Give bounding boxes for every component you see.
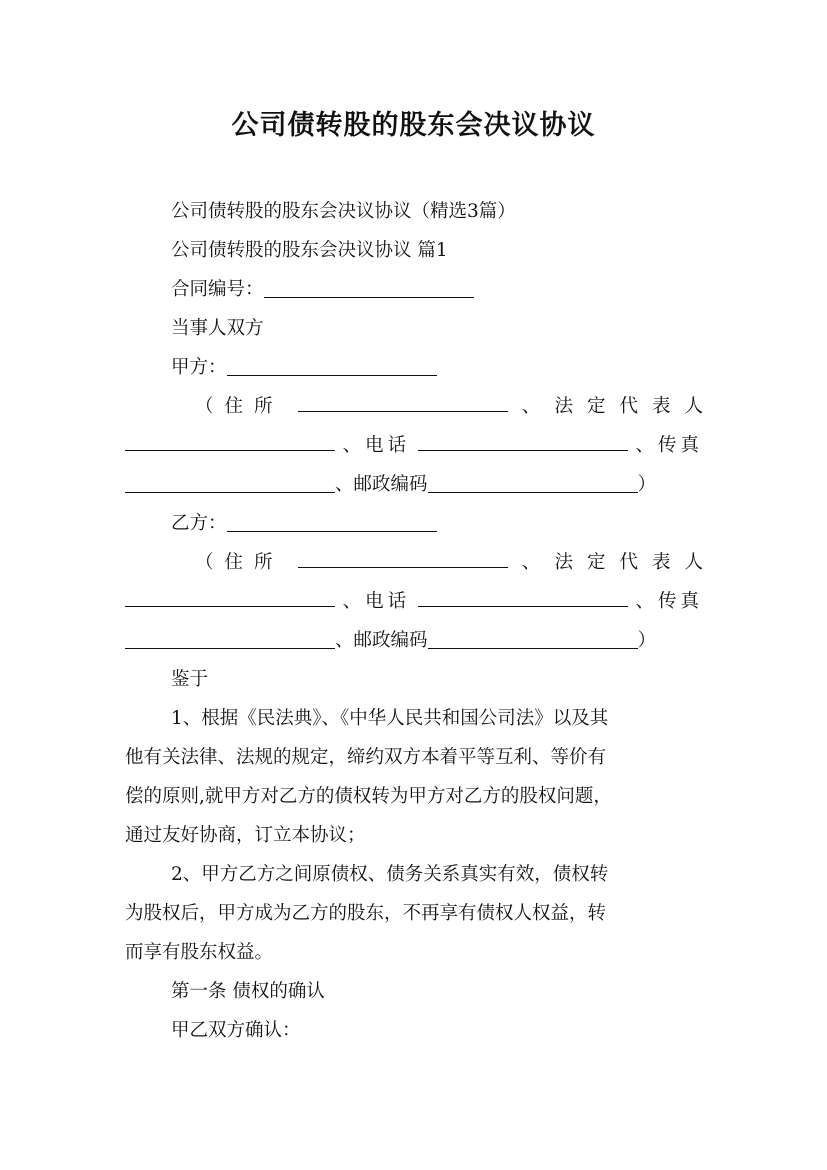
party-b-line: [171, 511, 703, 537]
separator: 、: [521, 552, 541, 573]
document-title: 公司债转股的股东会决议协议: [231, 110, 596, 141]
party-b-zip-line: [125, 628, 703, 654]
paragraph-1-line-4: 通过友好协商，订立本协议；: [125, 825, 366, 846]
fax-blank: [125, 491, 335, 493]
separator: 、: [521, 396, 541, 417]
contract-number-line: [171, 277, 703, 303]
section-heading: 公司债转股的股东会决议协议 篇1: [171, 240, 448, 261]
address-blank: [298, 566, 508, 568]
paragraph-1-line-2: 他有关法律、法规的规定，缔约双方本着平等互利、等价有: [125, 747, 607, 768]
fax-label: 、传真: [635, 591, 703, 612]
party-a-address-line: [195, 394, 717, 420]
zip-blank: [428, 647, 638, 649]
party-a-label: 甲方：: [171, 357, 227, 378]
phone-blank: [418, 449, 628, 451]
paragraph-1-line-1: 1、根据《民法典》、《中华人民共和国公司法》以及其: [171, 708, 609, 729]
paragraph-2-line-1: 2、甲方乙方之间原债权、债务关系真实有效，债权转: [171, 864, 609, 885]
phone-blank: [418, 605, 628, 607]
close-paren: ）: [637, 630, 657, 651]
close-paren: ）: [637, 474, 657, 495]
paragraph-1-line-3: 偿的原则,就甲方对乙方的债权转为甲方对乙方的股权问题，: [125, 786, 612, 807]
party-b-phone-line: [125, 589, 703, 615]
party-a-zip-line: [125, 472, 703, 498]
address-blank: [298, 410, 508, 412]
zip-label: 、邮政编码: [335, 474, 428, 495]
party-a-line: [171, 355, 703, 381]
address-label: （住所: [195, 396, 284, 417]
contract-number-blank: [264, 296, 474, 298]
party-b-blank: [227, 530, 437, 532]
address-label: （住所: [195, 552, 284, 573]
party-a-phone-line: [125, 433, 703, 459]
contract-number-label: 合同编号：: [171, 279, 264, 300]
paragraph-2-line-3: 而享有股东权益。: [125, 942, 274, 963]
subtitle: 公司债转股的股东会决议协议（精选3篇）: [171, 201, 516, 222]
zip-blank: [428, 491, 638, 493]
party-b-label: 乙方：: [171, 513, 227, 534]
legal-rep-label: 法定代表人: [554, 396, 717, 417]
phone-label: 、电话: [342, 591, 411, 612]
fax-label: 、传真: [635, 435, 703, 456]
paragraph-2-line-2: 为股权后，甲方成为乙方的股东，不再享有债权人权益，转: [125, 903, 607, 924]
phone-label: 、电话: [342, 435, 411, 456]
party-a-blank: [227, 374, 437, 376]
whereas-heading: 鉴于: [171, 669, 209, 690]
party-b-address-line: [195, 550, 717, 576]
parties-heading: 当事人双方: [171, 318, 264, 339]
zip-label: 、邮政编码: [335, 630, 428, 651]
legal-rep-label: 法定代表人: [554, 552, 717, 573]
article-1-text: 甲乙双方确认：: [171, 1020, 301, 1041]
fax-blank: [125, 647, 335, 649]
article-1-heading: 第一条 债权的确认: [171, 981, 325, 1002]
legal-rep-blank: [125, 605, 335, 607]
legal-rep-blank: [125, 449, 335, 451]
